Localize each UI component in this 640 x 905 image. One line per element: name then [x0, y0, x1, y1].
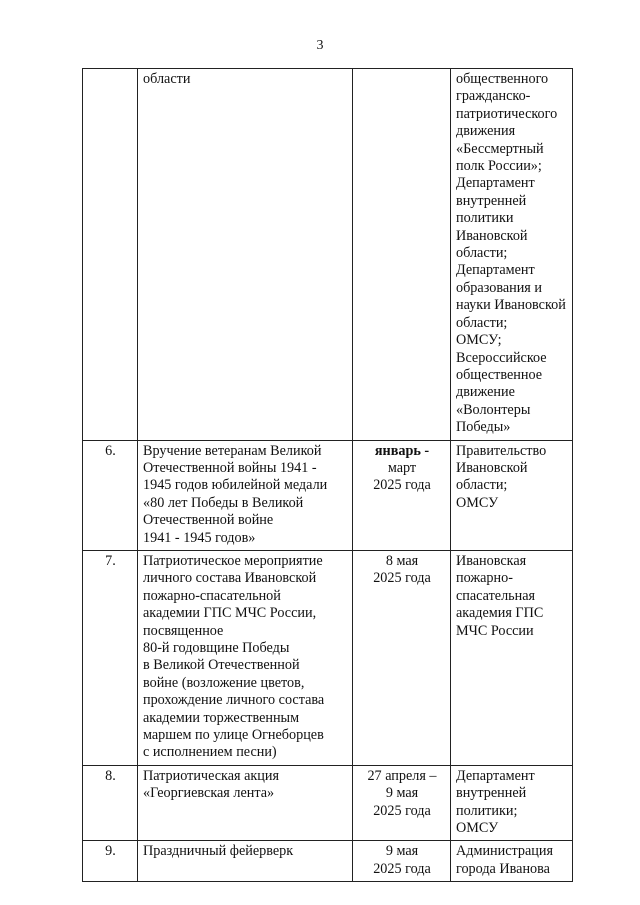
event-line: академии ГПС МЧС России,	[143, 605, 317, 622]
responsible-line: движения	[456, 123, 516, 140]
responsible-line: «Бессмертный	[456, 140, 544, 157]
responsible-line: политики	[456, 210, 514, 227]
event-line: с исполнением песни)	[143, 744, 277, 761]
event-line: Отечественной войне	[143, 512, 274, 529]
row-number-cell: 7.	[83, 550, 138, 765]
event-line: 80-й годовщине Победы	[143, 640, 290, 656]
event-line: области	[143, 71, 191, 87]
table-row	[83, 69, 573, 441]
responsible-line: Департамент	[456, 175, 535, 192]
responsible-line: общественное	[456, 366, 543, 383]
event-line: в Великой Отечественной	[143, 657, 300, 674]
event-cell	[138, 69, 353, 441]
event-cell	[138, 765, 353, 841]
responsible-cell	[451, 440, 573, 550]
date-cell	[353, 765, 451, 841]
date-line: 8 мая	[385, 552, 419, 569]
event-cell	[138, 550, 353, 765]
responsible-line: Ивановской	[456, 227, 528, 244]
responsible-line: Департамент	[456, 767, 535, 784]
responsible-line: общественного	[456, 71, 549, 87]
table-row	[83, 550, 573, 765]
date-line: 2025 года	[373, 860, 431, 877]
row-number-cell: 9.	[83, 841, 138, 882]
event-line: академии торжественным	[143, 709, 300, 726]
date-line: март	[387, 459, 417, 476]
date-line: 9 мая	[385, 785, 419, 802]
event-line: посвященное	[143, 622, 224, 639]
responsible-line: образования и	[456, 279, 542, 296]
date-line: 9 мая	[385, 843, 419, 860]
responsible-line: ОМСУ	[456, 494, 499, 511]
responsible-line: спасательная	[456, 587, 536, 604]
responsible-line: области;	[456, 245, 508, 262]
responsible-line: Правительство	[456, 442, 547, 459]
events-table-body	[83, 69, 573, 882]
responsible-line: внутренней	[456, 192, 527, 209]
event-cell	[138, 440, 353, 550]
responsible-line: Победы»	[456, 419, 511, 436]
event-line: Патриотическое мероприятие	[143, 552, 323, 569]
responsible-line: Ивановской	[456, 459, 528, 476]
responsible-line: академия ГПС	[456, 605, 544, 622]
responsible-line: Всероссийское	[456, 349, 547, 366]
page-number: 3	[316, 38, 324, 53]
responsible-line: движение	[456, 384, 515, 401]
event-line: пожарно-спасательной	[143, 587, 281, 604]
table-row	[83, 765, 573, 841]
responsible-line: политики;	[456, 802, 518, 819]
date-cell	[353, 69, 451, 441]
event-line: Отечественной войны 1941 -	[143, 459, 317, 476]
responsible-line: Ивановская	[456, 552, 527, 569]
events-table	[82, 68, 573, 882]
responsible-line: патриотического	[456, 105, 558, 122]
responsible-line: ОМСУ;	[456, 332, 502, 349]
date-line: январь -	[374, 442, 430, 459]
event-line: прохождение личного состава	[143, 692, 325, 709]
responsible-cell	[451, 765, 573, 841]
row-number-cell: 8.	[83, 765, 138, 841]
responsible-line: Администрация	[456, 843, 553, 860]
responsible-cell	[451, 69, 573, 441]
table-row	[83, 440, 573, 550]
responsible-line: города Иванова	[456, 860, 550, 877]
date-cell	[353, 550, 451, 765]
date-line: 2025 года	[373, 477, 431, 494]
date-line: 2025 года	[373, 802, 431, 819]
event-line: 1945 годов юбилейной медали	[143, 477, 328, 494]
event-line: 1941 - 1945 годов»	[143, 529, 256, 546]
responsible-cell	[451, 550, 573, 765]
responsible-line: пожарно-	[456, 570, 513, 587]
responsible-line: гражданско-	[456, 88, 531, 105]
event-line: «80 лет Победы в Великой	[143, 494, 304, 511]
row-number-cell	[83, 69, 138, 441]
date-line: 2025 года	[373, 570, 431, 587]
responsible-line: Департамент	[456, 262, 535, 279]
responsible-line: «Волонтеры	[456, 401, 531, 418]
event-line: «Георгиевская лента»	[143, 785, 275, 802]
responsible-line: полк России»;	[456, 158, 542, 175]
event-line: маршем по улице Огнеборцев	[143, 727, 324, 744]
date-cell	[353, 440, 451, 550]
table-row	[83, 841, 573, 882]
event-line: войне (возложение цветов,	[143, 674, 305, 691]
responsible-cell	[451, 841, 573, 882]
event-line: Вручение ветеранам Великой	[143, 442, 322, 459]
row-number-cell: 6.	[83, 440, 138, 550]
responsible-line: МЧС России	[456, 622, 534, 639]
event-line: Праздничный фейерверк	[143, 843, 294, 860]
date-cell	[353, 841, 451, 882]
responsible-line: науки Ивановской	[456, 297, 566, 314]
responsible-line: области;	[456, 477, 508, 494]
event-line: Патриотическая акция	[143, 767, 279, 784]
responsible-line: области;	[456, 314, 508, 331]
event-line: личного состава Ивановской	[143, 570, 317, 587]
responsible-line: внутренней	[456, 785, 527, 802]
responsible-line: ОМСУ	[456, 820, 499, 837]
event-cell	[138, 841, 353, 882]
date-line: 27 апреля –	[367, 767, 437, 784]
